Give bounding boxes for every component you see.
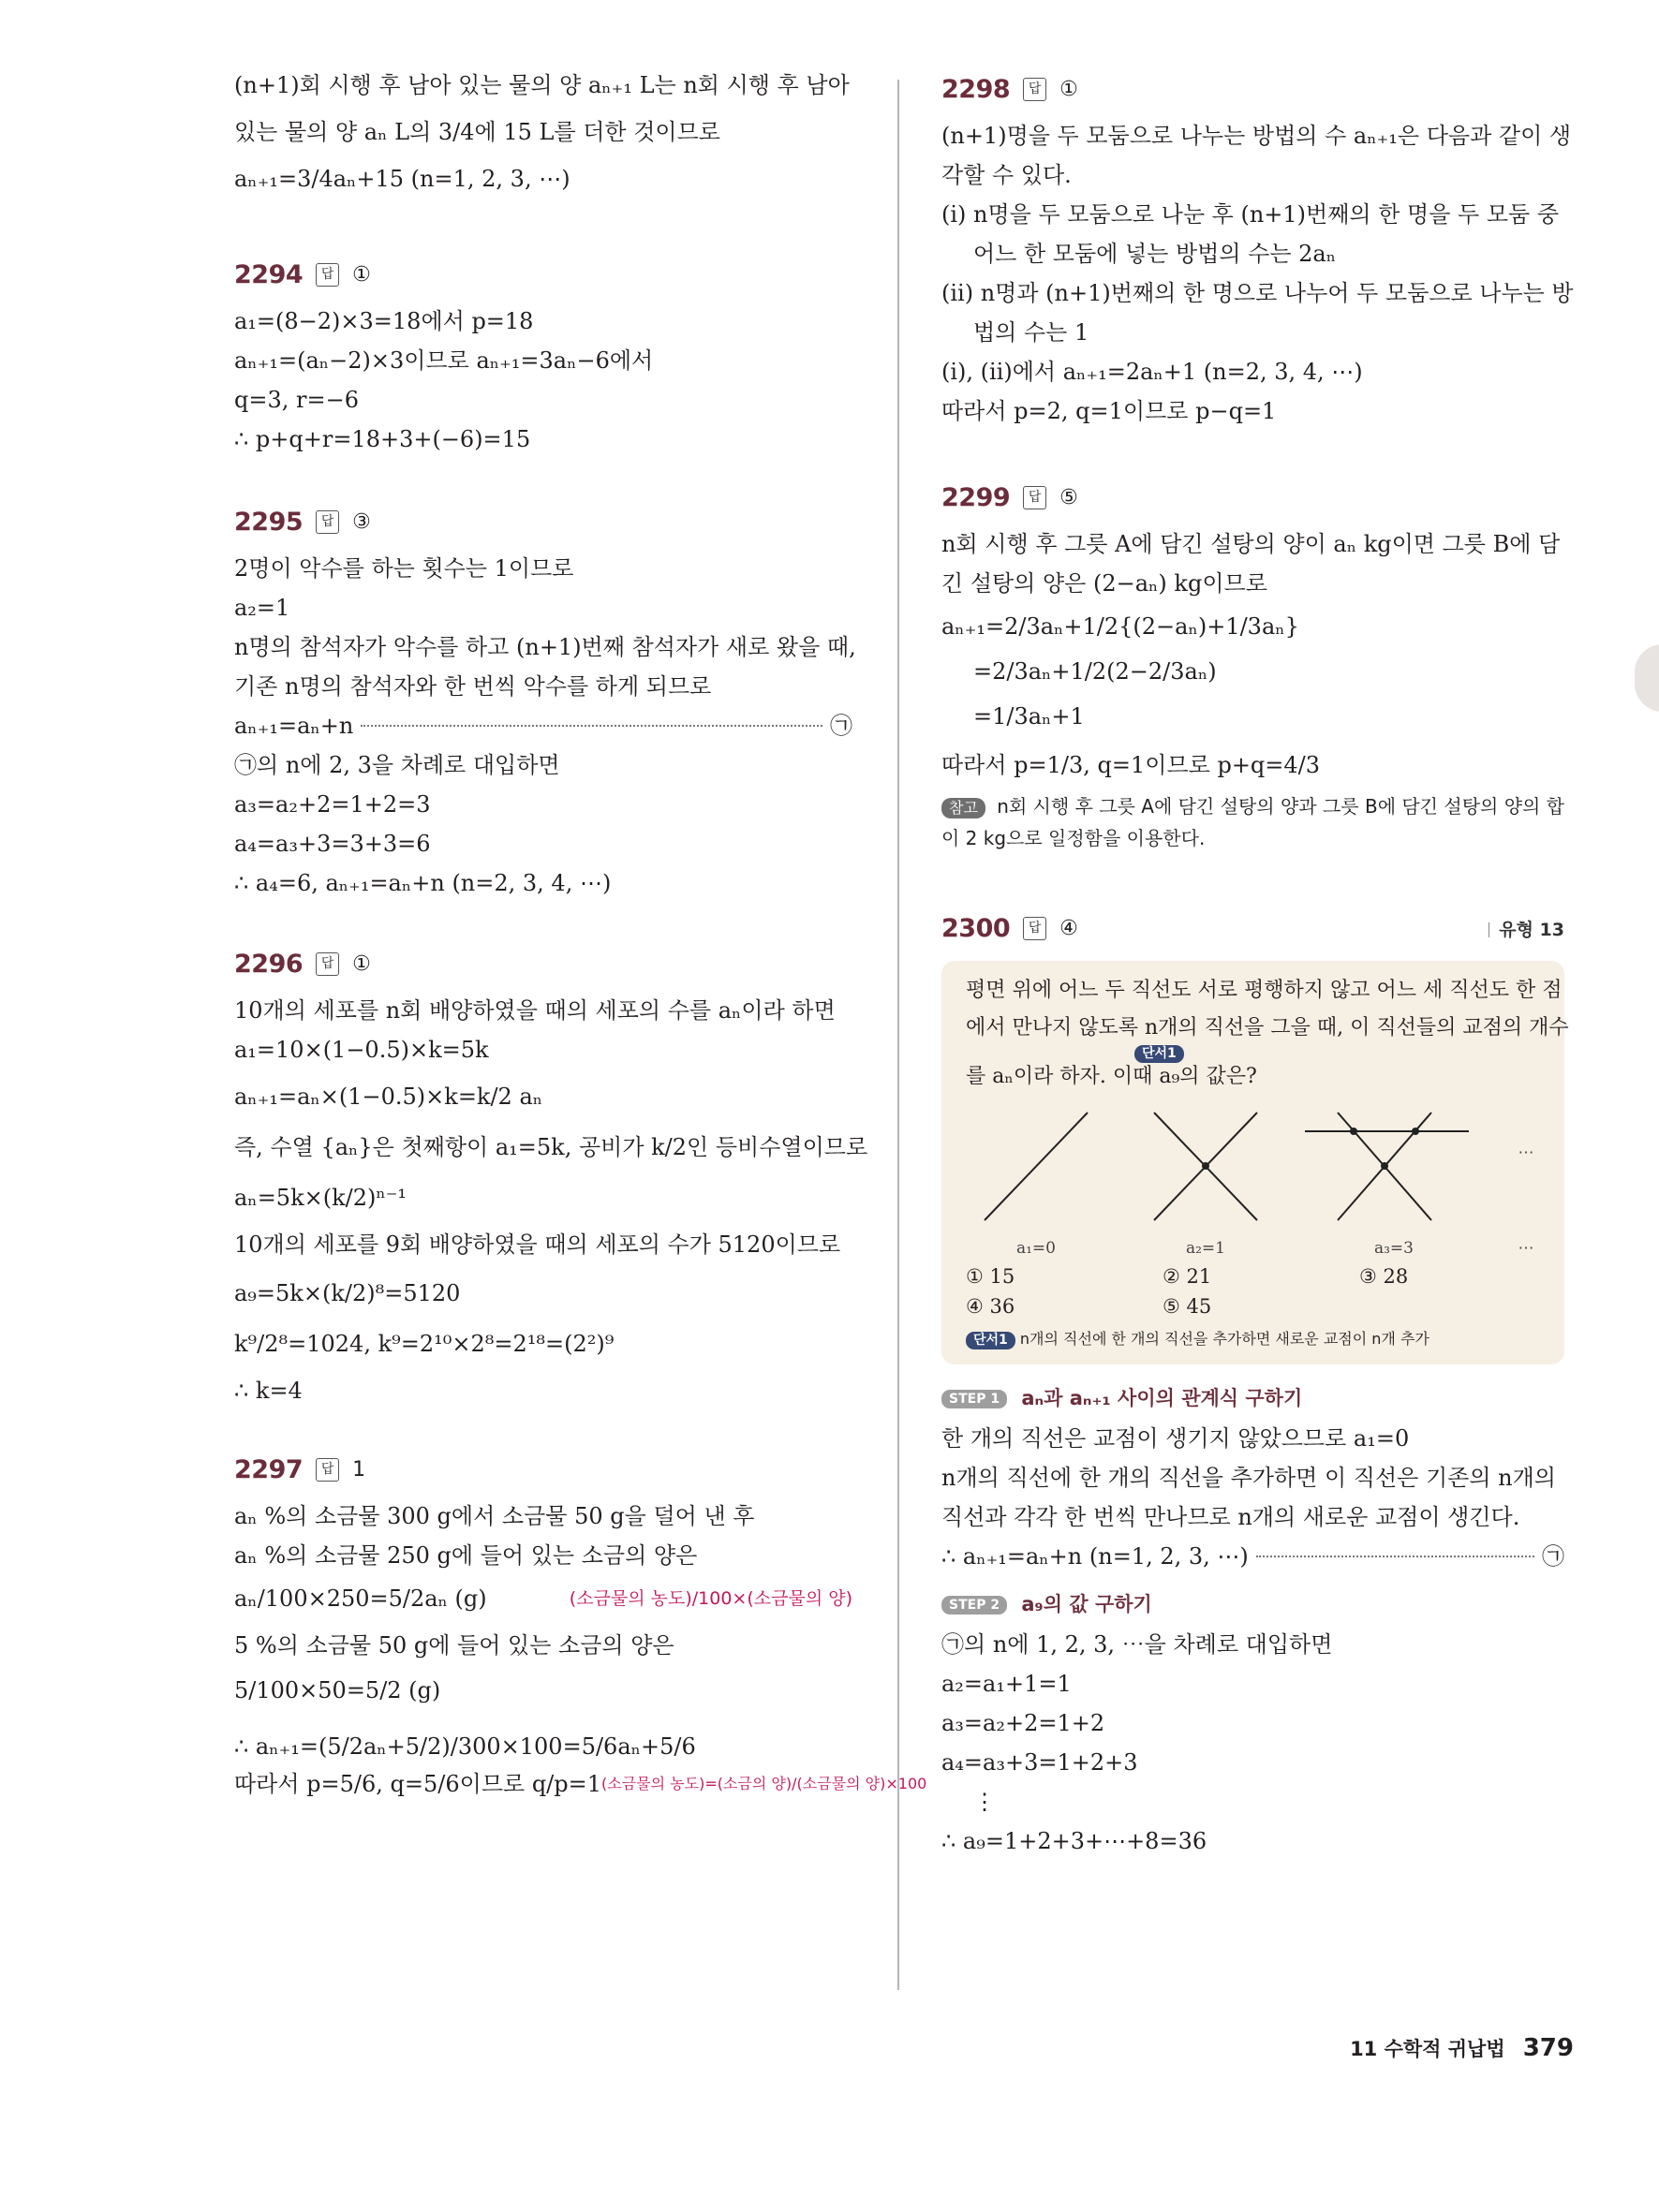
answer-badge: 답	[1023, 917, 1046, 940]
text-line: a₂=1	[234, 595, 290, 621]
answer-badge: 답	[316, 1458, 339, 1482]
problem-number: 2294	[234, 259, 304, 289]
problem-number: 2298	[941, 74, 1011, 104]
right-column	[941, 66, 1574, 1866]
text-line: ∴ k=4	[234, 1378, 303, 1404]
mark-symbol: ㉠	[1542, 1543, 1564, 1570]
problem-2298	[941, 66, 1574, 425]
figure-label: a₂=1	[1185, 1239, 1225, 1258]
problem-2294	[234, 251, 852, 453]
text-line: 긴 설탕의 양은 (2−aₙ) kg이므로	[941, 570, 1267, 597]
answer-value: 1	[352, 1457, 366, 1482]
answer-badge: 답	[316, 952, 339, 976]
leader-dots	[361, 725, 822, 727]
figure-three-lines	[1305, 1103, 1483, 1258]
text-line: 5/100×50=5/2 (g)	[234, 1677, 441, 1703]
text-line: k⁹/2⁸=1024, k⁹=2¹⁰×2⁸=2¹⁸=(2²)⁹	[234, 1331, 615, 1357]
text-line: ㉠의 n에 2, 3을 차례로 대입하면	[234, 752, 560, 778]
concentration-note: (소금물의 농도)/100×(소금물의 양)	[569, 1588, 852, 1609]
page-footer	[1340, 2034, 1574, 2062]
step1-label: STEP 1	[941, 1390, 1007, 1408]
reference-label: 참고	[941, 798, 985, 818]
text-line: 있는 물의 양 aₙ L의 3/4에 15 L를 더한 것이므로	[234, 119, 720, 145]
reference-note	[941, 790, 1564, 854]
chapter-side-tab	[1635, 644, 1659, 712]
text-line: aₙ=5k×(k/2)ⁿ⁻¹	[234, 1185, 407, 1211]
problem-2296	[234, 940, 868, 1405]
choice-4: ④ 36	[966, 1295, 1015, 1318]
marked-equation	[234, 712, 852, 740]
type-tag: 유형 13	[1489, 916, 1564, 941]
problem-2295	[234, 498, 856, 897]
text-line: (ⅰ), (ⅱ)에서 aₙ₊₁=2aₙ+1 (n=2, 3, 4, ⋯)	[941, 359, 1363, 385]
answer-value: ⑤	[1059, 485, 1078, 509]
text-line: q=3, r=−6	[234, 387, 359, 413]
text-line: ㉠의 n에 1, 2, 3, ⋯을 차례로 대입하면	[941, 1631, 1333, 1658]
text-line: ∴ p+q+r=18+3+(−6)=15	[234, 426, 531, 452]
text-line: 따라서 p=1/3, q=1이므로 p+q=4/3	[941, 752, 1321, 778]
text-line: 기존 n명의 참석자와 한 번씩 악수를 하게 되므로	[234, 673, 712, 700]
text-line: aₙ₊₁=2/3aₙ+1/2{(2−aₙ)+1/3aₙ}	[941, 613, 1299, 640]
answer-value: ①	[352, 262, 371, 287]
answer-value: ①	[1059, 77, 1078, 101]
problem-line: 평면 위에 어느 두 직선도 서로 평행하지 않고 어느 세 직선도 한 점	[966, 979, 1563, 1002]
text-line: =2/3aₙ+1/2(2−2/3aₙ)	[973, 658, 1217, 685]
text-line: (n+1)명을 두 모둠으로 나누는 방법의 수 aₙ₊₁은 다음과 같이 생	[941, 123, 1572, 149]
step1-title: aₙ과 aₙ₊₁ 사이의 관계식 구하기	[1021, 1387, 1303, 1409]
problem-number: 2299	[941, 482, 1011, 512]
problem-2297	[234, 1446, 927, 1798]
answer-value: ③	[352, 509, 371, 534]
page-number: 379	[1522, 2034, 1574, 2062]
problem-box	[941, 961, 1569, 1364]
text-line: 2명이 악수를 하는 횟수는 1이므로	[234, 555, 574, 582]
ellipsis-top: ⋯	[1518, 1143, 1534, 1162]
problem-number: 2295	[234, 507, 304, 537]
figure-label: a₁=0	[1015, 1239, 1056, 1258]
column-divider	[897, 80, 899, 1990]
clue-hint	[966, 1327, 1540, 1349]
text-line: ⋮	[973, 1789, 996, 1815]
marked-equation	[941, 1542, 1564, 1571]
clue-text: n개의 직선에 한 개의 직선을 추가하면 새로운 교점이 n개 추가	[1019, 1330, 1429, 1348]
answer-badge: 답	[1023, 78, 1046, 101]
text-line: 어느 한 모둠에 넣는 방법의 수는 2aₙ	[973, 241, 1337, 267]
answer-badge: 답	[316, 510, 339, 534]
clue-marker	[966, 1043, 1540, 1064]
text-line: (ⅱ) n명과 (n+1)번째의 한 명으로 나누어 두 모둠으로 나누는 방	[941, 280, 1574, 306]
answer-value: ①	[352, 951, 371, 976]
text-line: 5 %의 소금물 50 g에 들어 있는 소금의 양은	[234, 1632, 674, 1659]
clue-label: 단서1	[966, 1332, 1015, 1349]
step2-label: STEP 2	[941, 1596, 1007, 1615]
text-line: ∴ a₉=1+2+3+⋯+8=36	[941, 1828, 1207, 1854]
figure-one-line	[966, 1103, 1106, 1258]
text-line: 10개의 세포를 n회 배양하였을 때의 세포의 수를 aₙ이라 하면	[234, 997, 836, 1024]
equation-text: 따라서 p=5/6, q=5/6이므로 q/p=1	[234, 1771, 602, 1797]
text-line: aₙ %의 소금물 300 g에서 소금물 50 g을 덜어 낸 후	[234, 1503, 755, 1529]
text-line: (ⅰ) n명을 두 모둠으로 나눈 후 (n+1)번째의 한 명을 두 모둠 중	[941, 201, 1560, 228]
text-line: a₃=a₂+2=1+2	[941, 1710, 1105, 1736]
text-line: 10개의 세포를 9회 배양하였을 때의 세포의 수가 5120이므로	[234, 1231, 841, 1258]
intro-block	[234, 71, 852, 193]
one-line-diagram	[966, 1103, 1106, 1234]
problem-number: 2296	[234, 949, 304, 979]
text-line: a₉=5k×(k/2)⁸=5120	[234, 1280, 461, 1306]
text-line: a₄=a₃+3=1+2+3	[941, 1749, 1138, 1776]
problem-number: 2300	[941, 913, 1011, 943]
step1-heading	[941, 1383, 1564, 1411]
text-line: aₙ₊₁=(aₙ−2)×3이므로 aₙ₊₁=3aₙ−6에서	[234, 347, 654, 374]
step2-heading	[941, 1589, 1564, 1617]
text-line: aₙ %의 소금물 250 g에 들어 있는 소금의 양은	[234, 1542, 698, 1569]
answer-badge: 답	[316, 263, 339, 287]
step2-title: a₉의 값 구하기	[1021, 1593, 1152, 1615]
text-line: 직선과 각각 한 번씩 만나므로 n개의 새로운 교점이 생긴다.	[941, 1504, 1520, 1530]
problem-line: 에서 만나지 않도록 n개의 직선을 그을 때, 이 직선들의 교점의 개수	[966, 1016, 1569, 1040]
choice-5: ⑤ 45	[1163, 1295, 1212, 1318]
left-column	[234, 66, 927, 1809]
problem-2299	[941, 474, 1564, 854]
equation-text: aₙ/100×250=5/2aₙ (g)	[234, 1585, 487, 1612]
answer-badge: 답	[1023, 486, 1046, 509]
answer-value: ④	[1059, 916, 1078, 940]
text-line: 법의 수는 1	[973, 319, 1089, 346]
text-line	[234, 1770, 927, 1798]
text-line: a₁=10×(1−0.5)×k=5k	[234, 1037, 489, 1063]
reference-text: n회 시행 후 그릇 A에 담긴 설탕의 양과 그릇 B에 담긴 설탕의 양의 합이 2 kg으로 일정함을 이용한다.	[941, 795, 1565, 849]
choice-1: ① 15	[966, 1265, 1015, 1288]
text-line: n명의 참석자가 악수를 하고 (n+1)번째 참석자가 새로 왔을 때,	[234, 634, 856, 660]
concentration-formula-note: (소금물의 농도)=(소금의 양)/(소금물의 양)×100	[601, 1775, 927, 1792]
text-line: ∴ a₄=6, aₙ₊₁=aₙ+n (n=2, 3, 4, ⋯)	[234, 870, 612, 896]
text-line: aₙ₊₁=3/4aₙ+15 (n=1, 2, 3, ⋯)	[234, 166, 570, 192]
text-line: aₙ₊₁=aₙ×(1−0.5)×k=k/2 aₙ	[234, 1084, 543, 1110]
text-line: a₂=a₁+1=1	[941, 1671, 1072, 1697]
answer-choices	[966, 1265, 1540, 1318]
text-line: (n+1)회 시행 후 남아 있는 물의 양 aₙ₊₁ L는 n회 시행 후 남아	[234, 72, 850, 98]
clue-label: 단서1	[1134, 1045, 1184, 1063]
text-line: 따라서 p=2, q=1이므로 p−q=1	[941, 398, 1277, 424]
problem-number: 2297	[234, 1454, 304, 1484]
text-line: 한 개의 직선은 교점이 생기지 않았으므로 a₁=0	[941, 1425, 1410, 1452]
figure-label: a₃=3	[1373, 1239, 1414, 1258]
three-lines-diagram	[1305, 1103, 1483, 1234]
problem-2300	[941, 905, 1569, 1855]
choice-2: ② 21	[1163, 1265, 1212, 1288]
mark-symbol: ㉠	[830, 713, 852, 739]
text-line: a₁=(8−2)×3=18에서 p=18	[234, 308, 534, 334]
text-line: =1/3aₙ+1	[973, 703, 1085, 730]
choice-3: ③ 28	[1359, 1265, 1409, 1288]
problem-line: 를 aₙ이라 하자. 이때 a₉의 값은?	[966, 1065, 1257, 1088]
line-figures	[966, 1103, 1540, 1258]
two-lines-diagram	[1135, 1103, 1276, 1234]
text-line: ∴ aₙ₊₁=(5/2aₙ+5/2)/300×100=5/6aₙ+5/6	[234, 1733, 696, 1760]
ellipsis-bottom: ⋯	[1518, 1239, 1534, 1258]
leader-dots	[1256, 1556, 1534, 1557]
equation-text: ∴ aₙ₊₁=aₙ+n (n=1, 2, 3, ⋯)	[941, 1543, 1249, 1570]
figure-two-lines	[1135, 1103, 1276, 1258]
chapter-title: 11 수학적 귀납법	[1350, 2038, 1505, 2060]
text-line: n회 시행 후 그릇 A에 담긴 설탕의 양이 aₙ kg이면 그릇 B에 담	[941, 531, 1561, 557]
figure-ellipsis	[1512, 1143, 1540, 1258]
text-line: 즉, 수열 {aₙ}은 첫째항이 a₁=5k, 공비가 k/2인 등비수열이므로	[234, 1134, 868, 1160]
text-line	[234, 1585, 852, 1613]
text-line: a₃=a₂+2=1+2=3	[234, 791, 431, 818]
text-line: 각할 수 있다.	[941, 162, 1072, 188]
text-line: a₄=a₃+3=3+3=6	[234, 831, 431, 857]
equation-text: aₙ₊₁=aₙ+n	[234, 713, 354, 739]
text-line: n개의 직선에 한 개의 직선을 추가하면 이 직선은 기존의 n개의	[941, 1465, 1556, 1491]
